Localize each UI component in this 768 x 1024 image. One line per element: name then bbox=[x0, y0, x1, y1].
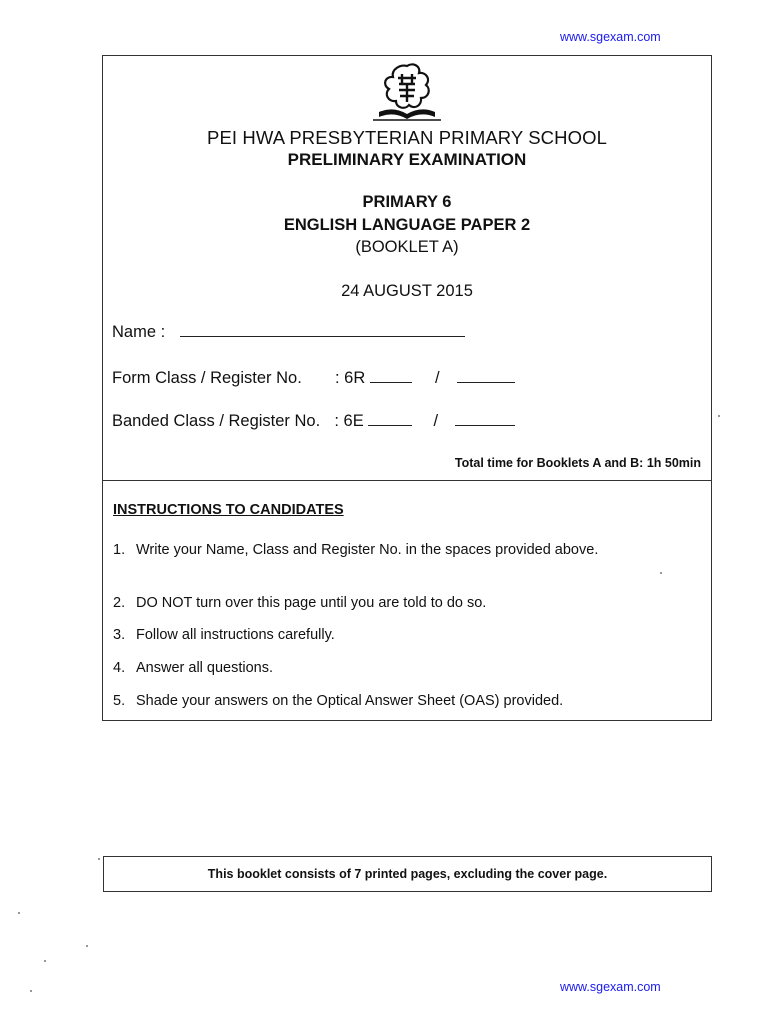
banded-register-input-line[interactable] bbox=[455, 424, 515, 426]
scan-speck bbox=[44, 960, 46, 962]
scan-speck bbox=[86, 945, 88, 947]
instruction-text: Follow all instructions carefully. bbox=[136, 627, 335, 643]
level-heading: PRIMARY 6 bbox=[362, 193, 452, 211]
scan-speck bbox=[18, 912, 20, 914]
school-name: PEI HWA PRESBYTERIAN PRIMARY SCHOOL bbox=[207, 127, 607, 148]
name-label: Name : bbox=[112, 323, 166, 341]
instruction-number: 3. bbox=[113, 627, 126, 643]
name-input-line[interactable] bbox=[180, 335, 465, 337]
scan-speck bbox=[30, 990, 32, 992]
footer-note-box bbox=[103, 856, 712, 892]
form-register-input-line[interactable] bbox=[457, 381, 515, 383]
instruction-text: Shade your answers on the Optical Answer Sheet (OAS) provided. bbox=[136, 693, 564, 709]
total-time-note: Total time for Booklets A and B: 1h 50min bbox=[454, 456, 701, 470]
form-class-input-line[interactable] bbox=[370, 381, 412, 383]
instruction-number: 1. bbox=[113, 542, 126, 558]
cover-box bbox=[102, 55, 712, 721]
name-row bbox=[112, 323, 465, 342]
banded-class-label: Banded Class / Register No. bbox=[112, 412, 321, 430]
banded-class-input-line[interactable] bbox=[368, 424, 412, 426]
banded-separator: / bbox=[433, 412, 439, 430]
instruction-number: 2. bbox=[113, 595, 126, 611]
scan-speck bbox=[660, 572, 662, 574]
scan-speck bbox=[98, 858, 100, 860]
instruction-text: Answer all questions. bbox=[136, 660, 274, 676]
form-separator: / bbox=[435, 369, 440, 387]
instruction-item bbox=[113, 626, 673, 645]
booklet-heading: (BOOKLET A) bbox=[355, 238, 459, 256]
top-website-link[interactable]: www.sgexam.com bbox=[560, 30, 661, 44]
instruction-item bbox=[113, 659, 673, 678]
instruction-item bbox=[113, 692, 673, 711]
form-class-label: Form Class / Register No. bbox=[112, 369, 302, 387]
form-class-prefix: : 6R bbox=[334, 369, 366, 387]
instruction-number: 4. bbox=[113, 660, 126, 676]
paper-heading: ENGLISH LANGUAGE PAPER 2 bbox=[283, 216, 531, 234]
instructions-heading: INSTRUCTIONS TO CANDIDATES bbox=[113, 502, 344, 518]
bottom-website-link[interactable]: www.sgexam.com bbox=[560, 980, 661, 994]
instruction-text: Write your Name, Class and Register No. in the spaces provided above. bbox=[136, 542, 599, 558]
instruction-item bbox=[113, 594, 673, 613]
exam-date: 24 AUGUST 2015 bbox=[341, 282, 473, 300]
scan-speck bbox=[718, 415, 720, 417]
form-class-row bbox=[112, 369, 515, 388]
instruction-number: 5. bbox=[113, 693, 126, 709]
banded-class-row bbox=[112, 412, 515, 431]
instruction-item bbox=[113, 541, 673, 560]
school-crest-icon bbox=[369, 60, 445, 126]
section-divider bbox=[103, 480, 711, 481]
banded-class-prefix: : 6E bbox=[334, 412, 364, 430]
footer-note: This booklet consists of 7 printed pages, excluding the cover page. bbox=[207, 867, 608, 881]
instruction-text: DO NOT turn over this page until you are told to do so. bbox=[136, 595, 487, 611]
exam-title: PRELIMINARY EXAMINATION bbox=[287, 150, 527, 169]
